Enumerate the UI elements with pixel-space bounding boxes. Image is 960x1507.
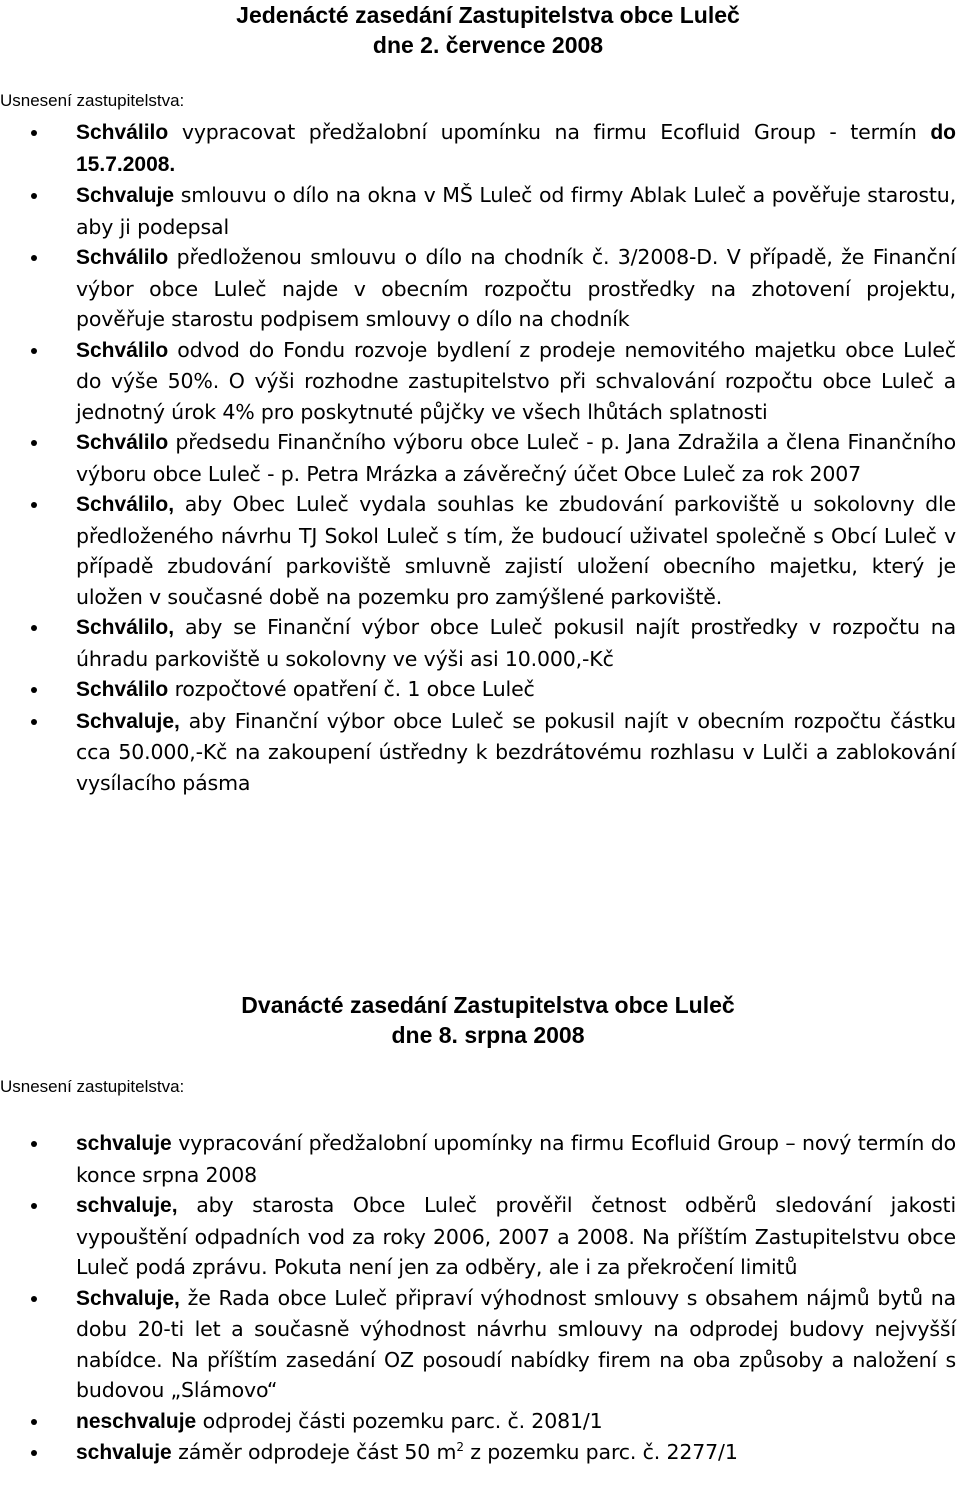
- resolution-text: předloženou smlouvu o dílo na chodník č. 3/2008-D. V případě, že Finanční výbor obce Luleč najde v obecním rozpočtu prostředky na zhotovení projektu, pověřuje starostu podpisem smlouvy o dílo na chodník: [76, 245, 956, 331]
- resolution-deadline: do 15.7.2008.: [76, 121, 956, 176]
- resolution-keyword: Schválilo: [76, 431, 169, 454]
- bullet-icon: [31, 625, 37, 631]
- resolution-text: aby Finanční výbor obce Luleč se pokusil najít v obecním rozpočtu částku cca 50.000,-Kč na zakoupení ústředny k bezdrátovému rozhlasu v Lulči a zablokování vysílacího pásma: [76, 708, 956, 795]
- resolution-intro: Usnesení zastupitelstva:: [0, 1077, 185, 1096]
- bullet-icon: [31, 193, 37, 199]
- resolution-item: [0, 1437, 960, 1469]
- resolution-item: [0, 427, 960, 489]
- resolution-item: [0, 242, 960, 335]
- resolution-item: [0, 612, 960, 674]
- resolution-keyword: Schválilo,: [76, 616, 175, 639]
- bullet-icon: [31, 440, 37, 446]
- resolution-keyword: neschvaluje: [76, 1409, 197, 1433]
- bullet-icon: [31, 1296, 37, 1302]
- bullet-icon: [31, 1203, 37, 1209]
- resolution-item: [0, 1190, 960, 1283]
- resolution-keyword: Schvaluje: [76, 184, 175, 207]
- resolution-keyword: schvaluje,: [76, 1194, 178, 1217]
- bullet-icon: [31, 348, 37, 354]
- session-twelve: [0, 990, 960, 1469]
- resolution-text: aby starosta Obce Luleč prověřil četnost odběrů sledování jakosti vypouštění odpadních vod za roky 2006, 2007 a 2008. Na příštím Zastupitelstvu obce Luleč podá zprávu. Pokuta není jen za odběry, ale i za překročení limitů: [76, 1193, 956, 1279]
- resolution-intro: Usnesení zastupitelstva:: [0, 91, 185, 110]
- resolution-item: [0, 1128, 960, 1190]
- resolution-keyword: Schválilo: [76, 338, 169, 362]
- resolution-text: záměr odprodeje část 50 m: [171, 1440, 457, 1464]
- resolution-item: [0, 1406, 960, 1438]
- session-title: Jedenácté zasedání Zastupitelstva obce Luleč: [236, 2, 740, 28]
- resolution-text: rozpočtové opatření č. 1 obce Luleč: [168, 677, 535, 701]
- resolution-item: [0, 117, 960, 180]
- resolution-list: [0, 1128, 960, 1469]
- resolution-keyword: schvaluje: [76, 1441, 172, 1464]
- resolution-item: [0, 489, 960, 612]
- bullet-icon: [31, 130, 37, 136]
- bullet-icon: [31, 719, 37, 725]
- bullet-icon: [31, 1141, 37, 1147]
- resolution-text: aby se Finanční výbor obce Luleč pokusil najít prostředky v rozpočtu na úhradu parkoviště u sokolovny ve výši asi 10.000,-Kč: [76, 615, 956, 671]
- resolution-list: [0, 117, 960, 798]
- session-date: dne 2. července 2008: [372, 32, 604, 58]
- resolution-keyword: Schvaluje,: [76, 1286, 180, 1310]
- bullet-icon: [31, 687, 37, 693]
- bullet-icon: [31, 1419, 37, 1425]
- resolution-text: že Rada obce Luleč připraví výhodnost smlouvy s obsahem nájmů bytů na dobu 20-ti let a současně výhodnost návrhu smlouvy na odprodej budovy nejvyšší nabídce. Na příštím zasedání OZ posoudí nabídky firem na oba způsoby a naložení s budovou „Slámovo“: [76, 1285, 956, 1402]
- resolution-text: aby Obec Luleč vydala souhlas ke zbudování parkoviště u sokolovny dle předloženého návrhu TJ Sokol Luleč s tím, že budoucí uživatel společně s Obcí Luleč v případě zbudování parkoviště smluvně zajistí uložení obecního majetku, který je uložen v současné době na pozemku pro zamýšlené parkoviště.: [76, 492, 956, 609]
- resolution-item: [0, 335, 960, 428]
- resolution-keyword: schvaluje: [76, 1132, 172, 1155]
- session-date: dne 8. srpna 2008: [391, 1022, 585, 1048]
- resolution-keyword: Schválilo,: [76, 493, 175, 516]
- resolution-text: odvod do Fondu rozvoje bydlení z prodeje nemovitého majetku obce Luleč do výše 50%. O výši rozhodne zastupitelstvo při schvalování rozpočtu obce Luleč a jednotný úrok 4% pro poskytnuté půjčky ve všech lhůtách splatnosti: [76, 337, 956, 424]
- resolution-keyword: Schválilo: [76, 121, 169, 144]
- bullet-icon: [31, 1450, 37, 1456]
- superscript-unit: 2: [456, 1440, 464, 1455]
- resolution-text: vypracování předžalobní upomínky na firmu Ecofluid Group – nový termín do konce srpna 2008: [76, 1131, 956, 1187]
- resolution-keyword: Schválilo: [76, 678, 169, 701]
- session-title: Dvanácté zasedání Zastupitelstva obce Luleč: [241, 992, 735, 1018]
- resolution-keyword: Schválilo: [76, 246, 169, 269]
- resolution-text: smlouvu o dílo na okna v MŠ Luleč od firmy Ablak Luleč a pověřuje starostu, aby ji podepsal: [76, 183, 956, 239]
- bullet-icon: [31, 255, 37, 261]
- resolution-item: [0, 706, 960, 799]
- resolution-item: [0, 674, 960, 706]
- resolution-text: odprodej části pozemku parc. č. 2081/1: [196, 1408, 603, 1433]
- resolution-text: předsedu Finančního výboru obce Luleč - p. Jana Zdražila a člena Finančního výboru obce Luleč - p. Petra Mrázka a závěrečný účet Obce Luleč za rok 2007: [76, 430, 956, 486]
- resolution-text: vypracovat předžalobní upomínku na firmu Ecofluid Group - termín: [168, 120, 931, 144]
- bullet-icon: [31, 502, 37, 508]
- resolution-item: [0, 1283, 960, 1406]
- resolution-text-tail: z pozemku parc. č. 2277/1: [463, 1440, 738, 1464]
- resolution-keyword: Schvaluje,: [76, 709, 180, 733]
- resolution-item: [0, 180, 960, 242]
